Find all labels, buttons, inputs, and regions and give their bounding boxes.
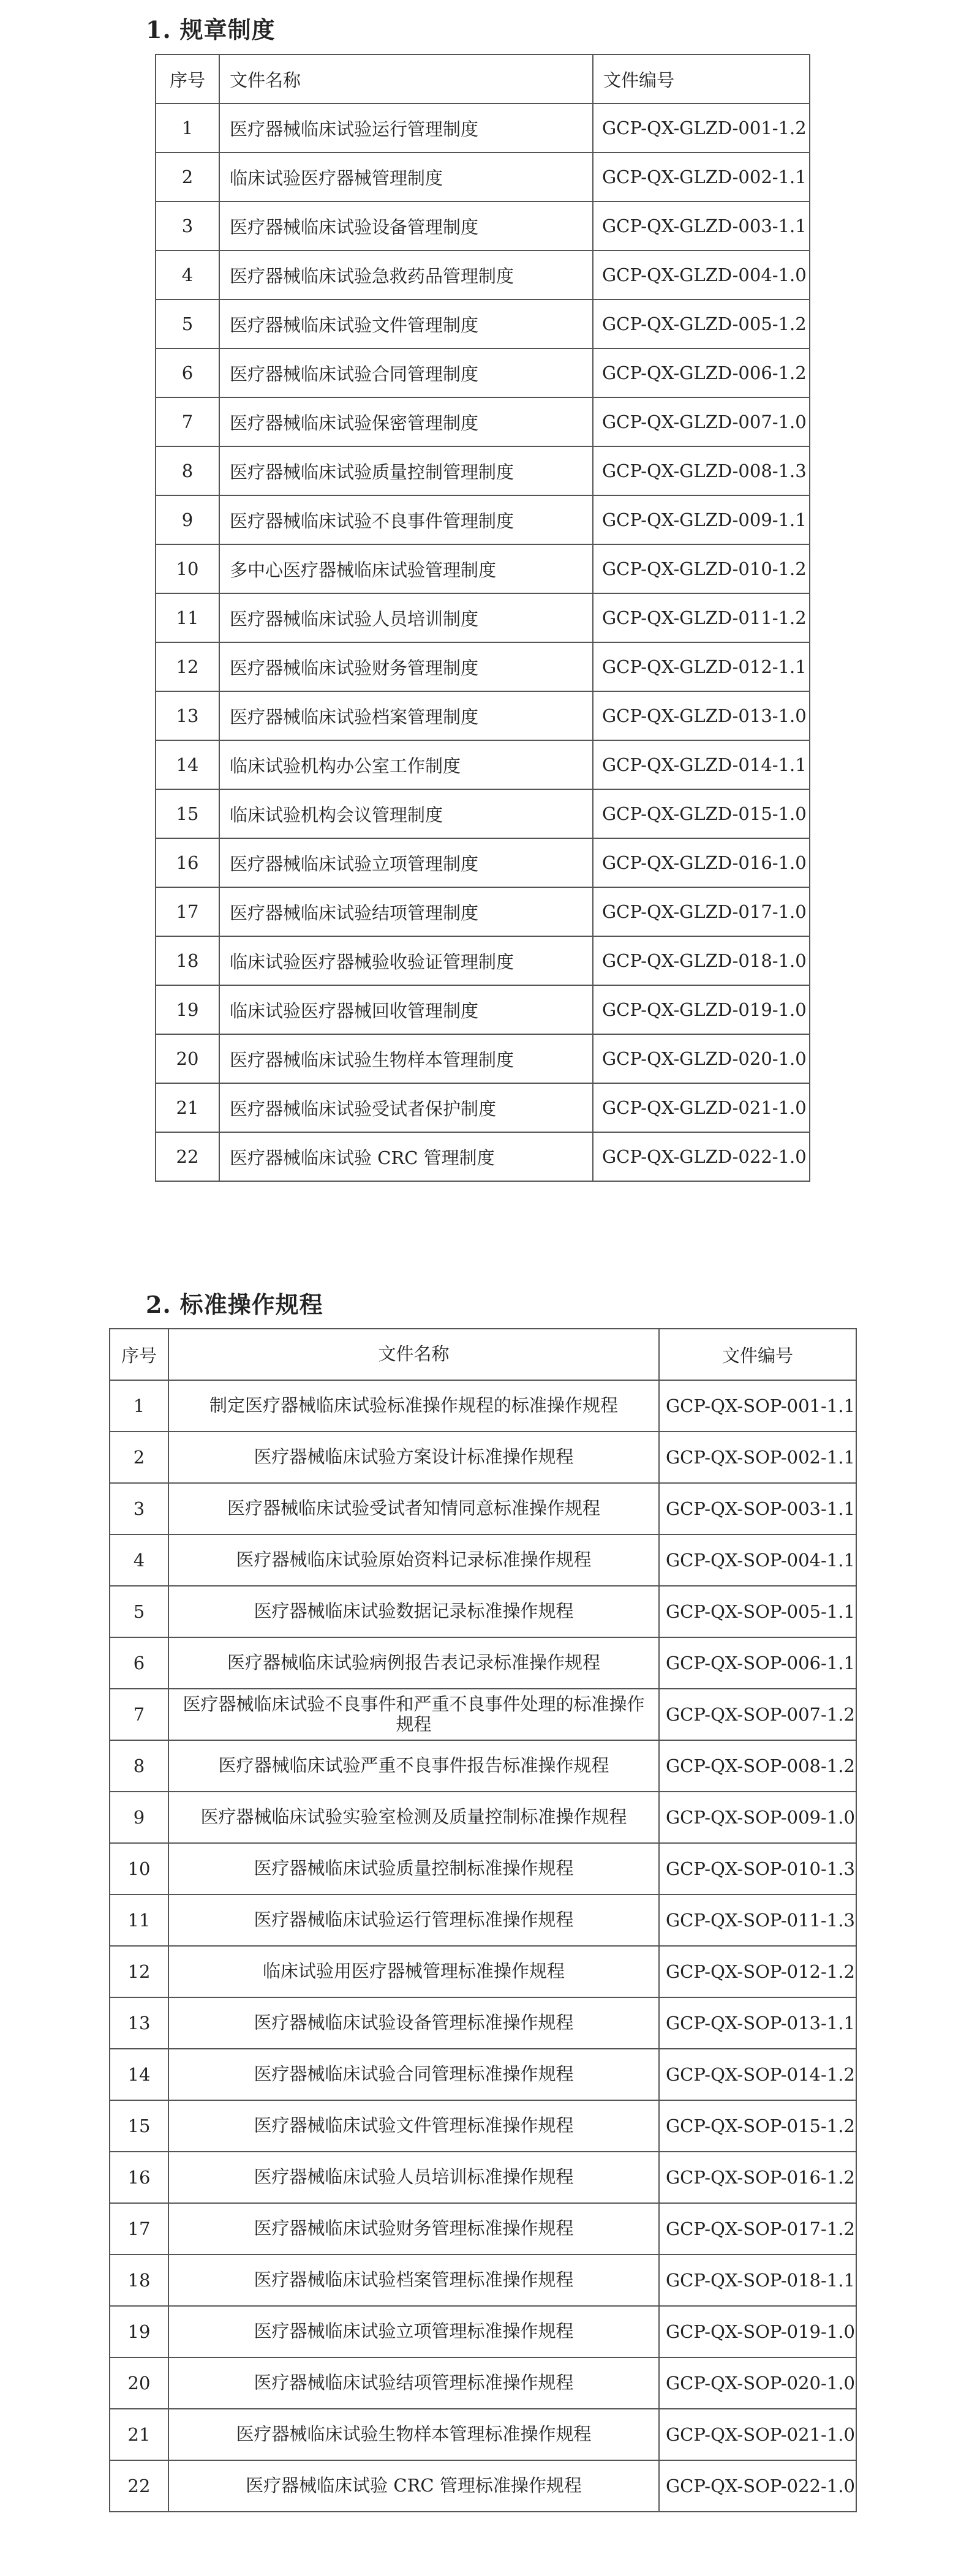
file-code: GCP-QX-GLZD-012-1.1 xyxy=(593,642,810,691)
file-code: GCP-QX-GLZD-019-1.0 xyxy=(593,985,810,1034)
table-row xyxy=(156,299,810,348)
file-code: GCP-QX-GLZD-011-1.2 xyxy=(593,593,810,642)
row-number: 14 xyxy=(156,740,219,789)
file-name: 医疗器械临床试验质量控制标准操作规程 xyxy=(168,1843,659,1894)
file-name: 医疗器械临床试验文件管理制度 xyxy=(219,299,593,348)
file-name: 医疗器械临床试验方案设计标准操作规程 xyxy=(168,1432,659,1483)
file-code: GCP-QX-SOP-012-1.2 xyxy=(659,1946,856,1997)
table-row xyxy=(110,2460,856,2512)
row-number: 11 xyxy=(110,1894,168,1946)
file-name: 医疗器械临床试验合同管理制度 xyxy=(219,348,593,397)
row-number: 9 xyxy=(156,495,219,544)
table-row xyxy=(156,740,810,789)
row-number: 5 xyxy=(156,299,219,348)
file-code: GCP-QX-GLZD-008-1.3 xyxy=(593,446,810,495)
row-number: 20 xyxy=(156,1034,219,1083)
table-row xyxy=(156,838,810,887)
table-row xyxy=(110,2049,856,2100)
file-name: 医疗器械临床试验档案管理制度 xyxy=(219,691,593,740)
file-code: GCP-QX-GLZD-003-1.1 xyxy=(593,201,810,250)
table-row xyxy=(110,2255,856,2306)
table-row xyxy=(110,1637,856,1689)
table-row xyxy=(156,250,810,299)
sop-table xyxy=(109,1328,857,2512)
header-code: 文件编号 xyxy=(659,1329,856,1380)
file-code: GCP-QX-SOP-003-1.1 xyxy=(659,1483,856,1534)
file-code: GCP-QX-SOP-013-1.1 xyxy=(659,1997,856,2049)
row-number: 6 xyxy=(110,1637,168,1689)
header-no: 序号 xyxy=(110,1329,168,1380)
row-number: 13 xyxy=(156,691,219,740)
row-number: 17 xyxy=(110,2203,168,2255)
table-row xyxy=(110,1534,856,1586)
row-number: 21 xyxy=(110,2409,168,2460)
file-name: 医疗器械临床试验合同管理标准操作规程 xyxy=(168,2049,659,2100)
header-no: 序号 xyxy=(156,54,219,103)
file-name: 医疗器械临床试验结项管理标准操作规程 xyxy=(168,2357,659,2409)
table-row xyxy=(110,1432,856,1483)
table-row xyxy=(156,936,810,985)
section-number: 2. xyxy=(146,1291,171,1318)
table-row xyxy=(110,1586,856,1637)
table-row xyxy=(110,1380,856,1432)
file-code: GCP-QX-SOP-021-1.0 xyxy=(659,2409,856,2460)
file-code: GCP-QX-SOP-004-1.1 xyxy=(659,1534,856,1586)
file-name: 医疗器械临床试验 CRC 管理制度 xyxy=(219,1132,593,1181)
row-number: 5 xyxy=(110,1586,168,1637)
file-name: 医疗器械临床试验人员培训标准操作规程 xyxy=(168,2152,659,2203)
file-code: GCP-QX-GLZD-007-1.0 xyxy=(593,397,810,446)
file-name: 医疗器械临床试验立项管理制度 xyxy=(219,838,593,887)
file-code: GCP-QX-GLZD-001-1.2 xyxy=(593,103,810,152)
section-heading-regulations xyxy=(146,11,276,45)
table-row xyxy=(156,985,810,1034)
table-row xyxy=(110,1997,856,2049)
table-row xyxy=(110,2203,856,2255)
file-name: 临床试验机构会议管理制度 xyxy=(219,789,593,838)
file-name: 医疗器械临床试验生物样本管理标准操作规程 xyxy=(168,2409,659,2460)
file-code: GCP-QX-GLZD-010-1.2 xyxy=(593,544,810,593)
row-number: 14 xyxy=(110,2049,168,2100)
table-row xyxy=(110,1843,856,1894)
table-row xyxy=(110,2409,856,2460)
row-number: 1 xyxy=(156,103,219,152)
row-number: 19 xyxy=(156,985,219,1034)
table-row xyxy=(156,495,810,544)
file-name: 医疗器械临床试验实验室检测及质量控制标准操作规程 xyxy=(168,1792,659,1843)
file-code: GCP-QX-GLZD-020-1.0 xyxy=(593,1034,810,1083)
file-name: 医疗器械临床试验文件管理标准操作规程 xyxy=(168,2100,659,2152)
row-number: 22 xyxy=(110,2460,168,2512)
file-name: 医疗器械临床试验严重不良事件报告标准操作规程 xyxy=(168,1740,659,1792)
table-header-row xyxy=(156,54,810,103)
file-code: GCP-QX-GLZD-016-1.0 xyxy=(593,838,810,887)
table-row xyxy=(110,1894,856,1946)
header-code: 文件编号 xyxy=(593,54,810,103)
file-name: 医疗器械临床试验人员培训制度 xyxy=(219,593,593,642)
table-row xyxy=(156,691,810,740)
table-row xyxy=(156,103,810,152)
row-number: 11 xyxy=(156,593,219,642)
file-name: 医疗器械临床试验运行管理制度 xyxy=(219,103,593,152)
file-name: 医疗器械临床试验急救药品管理制度 xyxy=(219,250,593,299)
file-name: 医疗器械临床试验病例报告表记录标准操作规程 xyxy=(168,1637,659,1689)
table-row xyxy=(156,544,810,593)
file-code: GCP-QX-SOP-017-1.2 xyxy=(659,2203,856,2255)
row-number: 10 xyxy=(110,1843,168,1894)
file-name: 制定医疗器械临床试验标准操作规程的标准操作规程 xyxy=(168,1380,659,1432)
file-code: GCP-QX-SOP-011-1.3 xyxy=(659,1894,856,1946)
file-name: 医疗器械临床试验保密管理制度 xyxy=(219,397,593,446)
table-row xyxy=(110,1483,856,1534)
regulations-table-body xyxy=(156,103,810,1181)
file-name: 临床试验医疗器械验收验证管理制度 xyxy=(219,936,593,985)
row-number: 9 xyxy=(110,1792,168,1843)
table-row xyxy=(110,2152,856,2203)
file-code: GCP-QX-GLZD-004-1.0 xyxy=(593,250,810,299)
file-code: GCP-QX-SOP-016-1.2 xyxy=(659,2152,856,2203)
table-row xyxy=(156,1132,810,1181)
section-number: 1. xyxy=(146,16,171,43)
file-name: 多中心医疗器械临床试验管理制度 xyxy=(219,544,593,593)
file-code: GCP-QX-SOP-019-1.0 xyxy=(659,2306,856,2357)
file-code: GCP-QX-SOP-015-1.2 xyxy=(659,2100,856,2152)
file-name: 医疗器械临床试验结项管理制度 xyxy=(219,887,593,936)
table-row xyxy=(110,1946,856,1997)
row-number: 10 xyxy=(156,544,219,593)
file-name: 医疗器械临床试验财务管理标准操作规程 xyxy=(168,2203,659,2255)
table-row xyxy=(110,1740,856,1792)
file-code: GCP-QX-GLZD-018-1.0 xyxy=(593,936,810,985)
file-code: GCP-QX-SOP-007-1.2 xyxy=(659,1689,856,1740)
table-row xyxy=(110,2306,856,2357)
header-name: 文件名称 xyxy=(168,1329,659,1380)
file-code: GCP-QX-SOP-001-1.1 xyxy=(659,1380,856,1432)
row-number: 18 xyxy=(156,936,219,985)
file-code: GCP-QX-SOP-009-1.0 xyxy=(659,1792,856,1843)
row-number: 12 xyxy=(110,1946,168,1997)
file-name: 医疗器械临床试验生物样本管理制度 xyxy=(219,1034,593,1083)
file-code: GCP-QX-SOP-014-1.2 xyxy=(659,2049,856,2100)
file-code: GCP-QX-SOP-018-1.1 xyxy=(659,2255,856,2306)
file-name: 医疗器械临床试验受试者知情同意标准操作规程 xyxy=(168,1483,659,1534)
file-code: GCP-QX-GLZD-021-1.0 xyxy=(593,1083,810,1132)
file-name: 临床试验用医疗器械管理标准操作规程 xyxy=(168,1946,659,1997)
row-number: 2 xyxy=(156,152,219,201)
table-row xyxy=(110,2100,856,2152)
file-name: 医疗器械临床试验原始资料记录标准操作规程 xyxy=(168,1534,659,1586)
table-row xyxy=(156,397,810,446)
table-row xyxy=(110,1792,856,1843)
file-code: GCP-QX-GLZD-013-1.0 xyxy=(593,691,810,740)
row-number: 1 xyxy=(110,1380,168,1432)
file-name: 临床试验医疗器械管理制度 xyxy=(219,152,593,201)
row-number: 3 xyxy=(156,201,219,250)
row-number: 4 xyxy=(156,250,219,299)
file-name: 医疗器械临床试验受试者保护制度 xyxy=(219,1083,593,1132)
row-number: 16 xyxy=(110,2152,168,2203)
table-row xyxy=(156,348,810,397)
file-name: 医疗器械临床试验设备管理标准操作规程 xyxy=(168,1997,659,2049)
regulations-table xyxy=(155,54,810,1182)
section-title: 规章制度 xyxy=(179,16,276,43)
file-name: 医疗器械临床试验数据记录标准操作规程 xyxy=(168,1586,659,1637)
row-number: 15 xyxy=(156,789,219,838)
row-number: 20 xyxy=(110,2357,168,2409)
file-name: 医疗器械临床试验不良事件和严重不良事件处理的标准操作规程 xyxy=(168,1689,659,1740)
file-code: GCP-QX-SOP-022-1.0 xyxy=(659,2460,856,2512)
file-code: GCP-QX-SOP-008-1.2 xyxy=(659,1740,856,1792)
table-header-row xyxy=(110,1329,856,1380)
row-number: 12 xyxy=(156,642,219,691)
row-number: 3 xyxy=(110,1483,168,1534)
file-code: GCP-QX-GLZD-002-1.1 xyxy=(593,152,810,201)
row-number: 8 xyxy=(156,446,219,495)
row-number: 2 xyxy=(110,1432,168,1483)
row-number: 21 xyxy=(156,1083,219,1132)
file-code: GCP-QX-SOP-020-1.0 xyxy=(659,2357,856,2409)
file-code: GCP-QX-GLZD-006-1.2 xyxy=(593,348,810,397)
table-row xyxy=(156,446,810,495)
row-number: 6 xyxy=(156,348,219,397)
row-number: 8 xyxy=(110,1740,168,1792)
file-code: GCP-QX-GLZD-009-1.1 xyxy=(593,495,810,544)
row-number: 16 xyxy=(156,838,219,887)
table-row xyxy=(156,887,810,936)
file-name: 临床试验医疗器械回收管理制度 xyxy=(219,985,593,1034)
row-number: 13 xyxy=(110,1997,168,2049)
file-name: 医疗器械临床试验运行管理标准操作规程 xyxy=(168,1894,659,1946)
file-name: 医疗器械临床试验不良事件管理制度 xyxy=(219,495,593,544)
file-code: GCP-QX-SOP-010-1.3 xyxy=(659,1843,856,1894)
row-number: 7 xyxy=(110,1689,168,1740)
file-code: GCP-QX-GLZD-005-1.2 xyxy=(593,299,810,348)
sop-table-body xyxy=(110,1380,856,2512)
row-number: 15 xyxy=(110,2100,168,2152)
table-row xyxy=(110,1689,856,1740)
table-row xyxy=(156,152,810,201)
section-title: 标准操作规程 xyxy=(179,1291,323,1318)
file-code: GCP-QX-SOP-005-1.1 xyxy=(659,1586,856,1637)
row-number: 4 xyxy=(110,1534,168,1586)
file-code: GCP-QX-GLZD-015-1.0 xyxy=(593,789,810,838)
row-number: 18 xyxy=(110,2255,168,2306)
file-name: 临床试验机构办公室工作制度 xyxy=(219,740,593,789)
file-name: 医疗器械临床试验 CRC 管理标准操作规程 xyxy=(168,2460,659,2512)
file-name: 医疗器械临床试验立项管理标准操作规程 xyxy=(168,2306,659,2357)
table-row xyxy=(156,1034,810,1083)
section-heading-sop xyxy=(146,1286,323,1320)
file-name: 医疗器械临床试验设备管理制度 xyxy=(219,201,593,250)
file-code: GCP-QX-GLZD-022-1.0 xyxy=(593,1132,810,1181)
row-number: 17 xyxy=(156,887,219,936)
table-row xyxy=(156,642,810,691)
row-number: 7 xyxy=(156,397,219,446)
file-name: 医疗器械临床试验财务管理制度 xyxy=(219,642,593,691)
table-row xyxy=(156,789,810,838)
file-name: 医疗器械临床试验档案管理标准操作规程 xyxy=(168,2255,659,2306)
row-number: 22 xyxy=(156,1132,219,1181)
row-number: 19 xyxy=(110,2306,168,2357)
table-row xyxy=(156,1083,810,1132)
file-code: GCP-QX-SOP-006-1.1 xyxy=(659,1637,856,1689)
table-row xyxy=(156,593,810,642)
header-name: 文件名称 xyxy=(219,54,593,103)
file-code: GCP-QX-GLZD-017-1.0 xyxy=(593,887,810,936)
file-name: 医疗器械临床试验质量控制管理制度 xyxy=(219,446,593,495)
table-row xyxy=(110,2357,856,2409)
file-code: GCP-QX-SOP-002-1.1 xyxy=(659,1432,856,1483)
table-row xyxy=(156,201,810,250)
file-code: GCP-QX-GLZD-014-1.1 xyxy=(593,740,810,789)
